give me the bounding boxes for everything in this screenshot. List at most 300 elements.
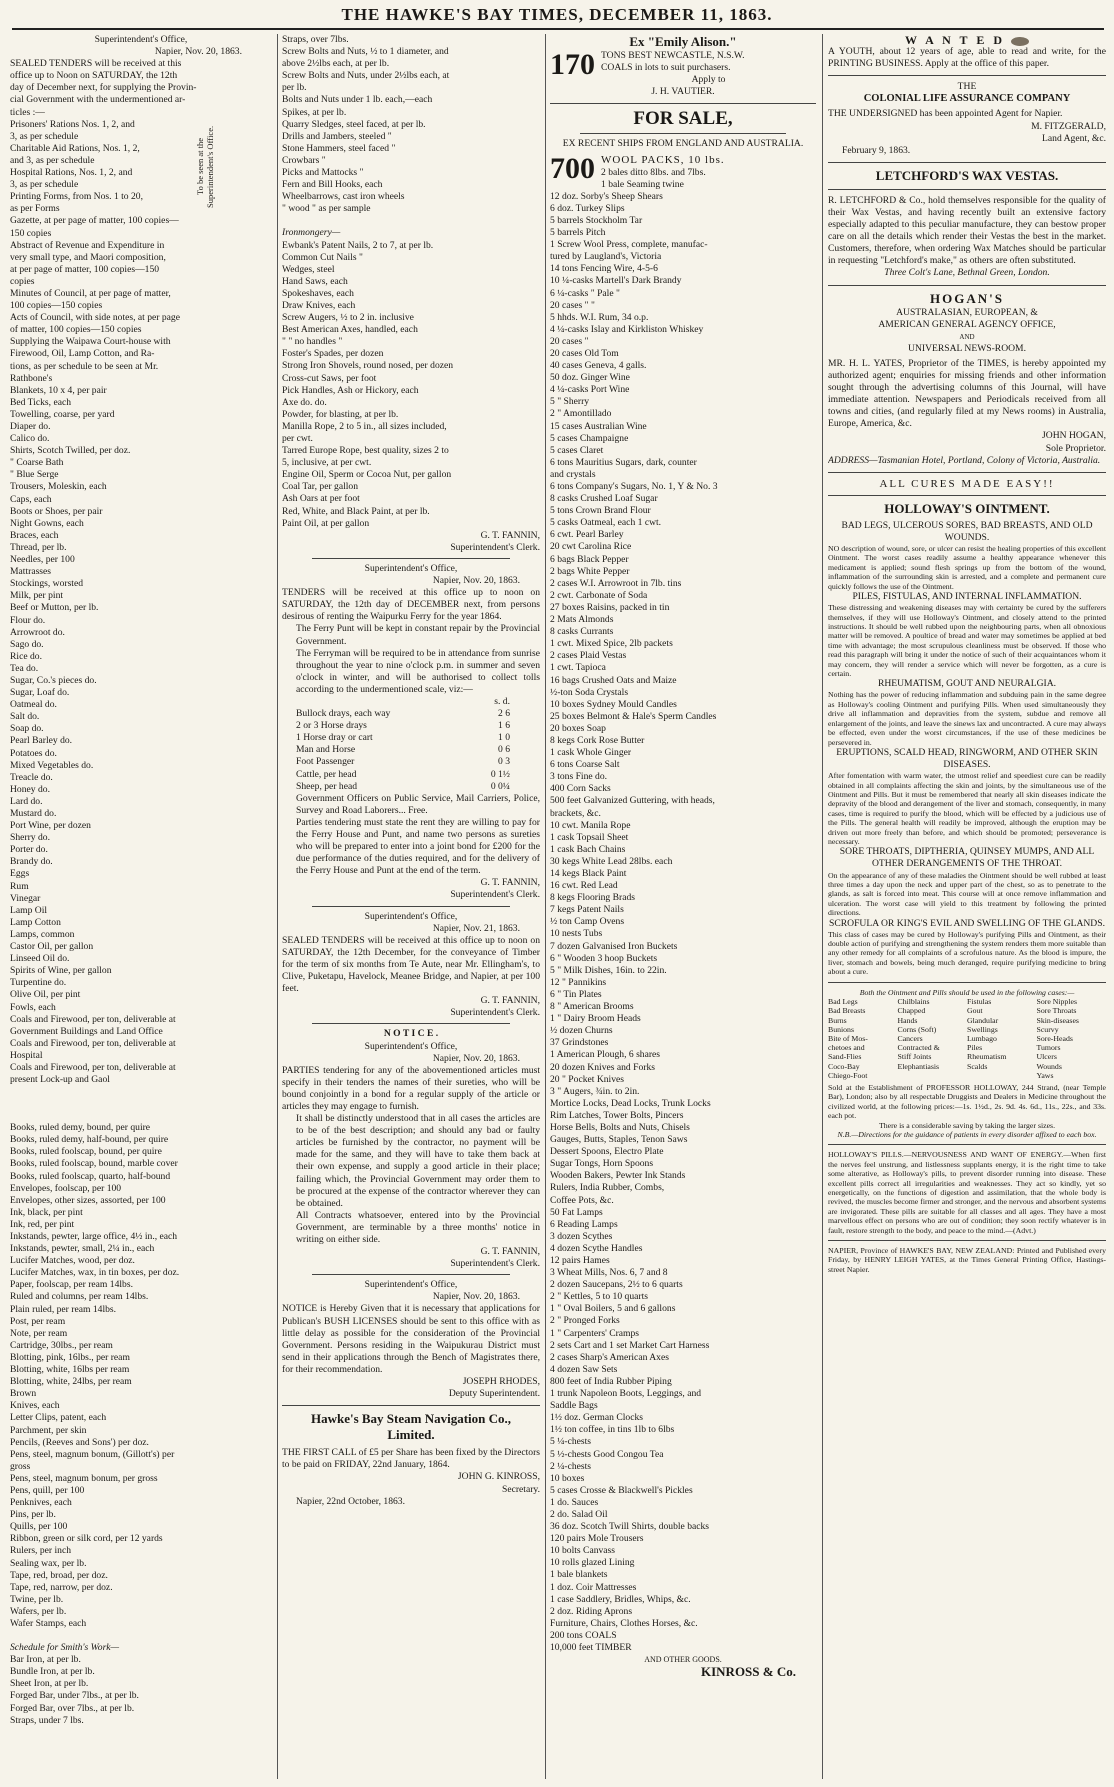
signature: G. T. FANNIN, [480, 877, 540, 889]
goods-item: 5 barrels Stockholm Tar [550, 214, 643, 226]
toll-item: Man and Horse [296, 744, 356, 756]
goods-item: Saddle Bags [550, 1400, 598, 1412]
cures-banner: ALL CURES MADE EASY!! [879, 477, 1055, 490]
goods-item: 16 bags Crushed Oats and Maize [550, 674, 677, 686]
list-item: Towelling, coarse, per yard [10, 408, 115, 420]
goods-item: 20 dozen Knives and Forks [550, 1061, 655, 1073]
list-item: Ruled and columns, per ream 14lbs. [10, 1291, 149, 1303]
ailment-cell: Bad Legs [828, 997, 858, 1007]
goods-item: 800 feet of India Rubber Piping [550, 1375, 672, 1387]
list-item: " Blue Serge [10, 469, 59, 481]
list-item: Milk, per pint [10, 590, 64, 602]
goods-item: Gauges, Butts, Staples, Tenon Saws [550, 1134, 688, 1146]
goods-item: 5 hhds. W.I. Rum, 34 o.p. [550, 311, 649, 323]
goods-item: 2 doz. Riding Aprons [550, 1605, 633, 1617]
divider [312, 906, 510, 907]
goods-item: 25 boxes Belmont & Hale's Sperm Candles [550, 710, 717, 722]
divider [580, 133, 786, 134]
other-goods: AND OTHER GOODS. [644, 1655, 722, 1665]
goods-item: 6 bags Black Pepper [550, 553, 629, 565]
for-sale-heading: FOR SALE, [633, 108, 733, 130]
signature: KINROSS & Co. [701, 1666, 796, 1679]
ailment-cell: Rheumatism [967, 1052, 1007, 1062]
holloway-para: On the appearance of any of these maladies the Ointment should be well rubbed at least three times a day upon the neck and upper part of the chest, so as to penetrate to the glands, as salt is forced into meat. This course will at once remove inflammation and ulceration. The worst case will yield to this treatment by following the printed directions. [828, 870, 1106, 918]
goods-item: 400 Corn Sacks [550, 783, 611, 795]
goods-item: 3 Wheat Mills, Nos. 6, 7 and 8 [550, 1267, 668, 1279]
goods-item: 2 cases Sharp's American Axes [550, 1351, 669, 1363]
ailment-cell: Contracted & [897, 1043, 940, 1053]
goods-item: 16 cwt. Red Lead [550, 880, 618, 892]
goods-item: 27 boxes Raisins, packed in tin [550, 601, 670, 613]
wanted-ad [828, 34, 1106, 70]
list-item: Ash Oars at per foot [282, 493, 360, 505]
list-item: Coals and Firewood, per ton, deliverable at [10, 1013, 176, 1025]
goods-item: 2 bags White Pepper [550, 565, 630, 577]
list-item: Mattrasses [10, 566, 52, 578]
notice-para: All Contracts whatsoever, entered into by the Provincial Government, are terminable by a three months' notice in writing on either side. [296, 1209, 540, 1245]
list-item: Envelopes, other sizes, assorted, per 100 [10, 1194, 166, 1206]
goods-item: 1 doz. Coir Mattresses [550, 1581, 637, 1593]
list-item: Pearl Barley do. [10, 735, 73, 747]
list-item: Ewbank's Patent Nails, 2 to 7, at per lb. [282, 239, 434, 251]
toll-value: 1 6 [498, 720, 510, 732]
column-rule [822, 34, 823, 1779]
ferry-para: Parties tendering must state the rent they are willing to pay for the Ferry House and Punt, and name two persons as sureties who will be prepared to enter into a joint bond for £200 for the due performance of the duties required, and for the delivery of the Ferry House and Punt at the end of the term. [296, 816, 540, 877]
goods-item: 1 American Plough, 6 shares [550, 1049, 661, 1061]
goods-item: 10 cwt. Manila Rope [550, 819, 631, 831]
goods-item: 4 dozen Scythe Handles [550, 1242, 643, 1254]
list-item: Post, per ream [10, 1315, 66, 1327]
column-2 [282, 34, 540, 1779]
list-item: " " no handles " [282, 336, 343, 348]
list-item: Printing Forms, from Nos. 1 to 20, [10, 191, 143, 203]
goods-item: 1 cask Bach Chains [550, 843, 626, 855]
ailment-cell: Sore Throats [1036, 1006, 1077, 1016]
goods-item: Horse Bells, Bolts and Nuts, Chisels [550, 1121, 690, 1133]
list-item: Powder, for blasting, at per lb. [282, 408, 399, 420]
toll-scale [282, 708, 540, 793]
list-item: Mixed Vegetables do. [10, 759, 94, 771]
steam-navigation-notice [282, 1411, 540, 1507]
list-item: Vinegar [10, 892, 41, 904]
ailment-cell: Wounds [1036, 1061, 1062, 1071]
list-item: Brown [10, 1388, 37, 1400]
ironmongery-heading: Ironmongery— [282, 227, 341, 239]
hogan-text: MR. H. L. YATES, Proprietor of the TIMES, is hereby appointed my authorized agent; enquiries for missing friends and other information sought through the advertising columns of this Journal, will have immediate attention. Newspapers and Periodicals received from all towns and cities, (and regularly filed at my News rooms) in Australia, Europe, America, &c. [828, 357, 1106, 430]
steam-heading-2: Limited. [387, 1427, 435, 1443]
emily-alison-ad [550, 34, 816, 98]
vestas-address: Three Colt's Lane, Bethnal Green, London. [884, 267, 1050, 279]
goods-item: 5 " Milk Dishes, 16in. to 22in. [550, 964, 667, 976]
list-item: Draw Knives, each [282, 299, 356, 311]
signature: G. T. FANNIN, [480, 1246, 540, 1258]
goods-item: 1 bale Seaming twine [601, 178, 684, 190]
list-item: of matter, 100 copies—150 copies [10, 324, 142, 336]
signature: JOHN G. KINROSS, [457, 1471, 540, 1483]
goods-item: 4 dozen Saw Sets [550, 1363, 618, 1375]
smith-list [10, 1654, 272, 1727]
toll-value: 0 0¼ [490, 780, 510, 792]
bush-license-notice [282, 1279, 540, 1400]
list-item: very small type, and Maori composition, [10, 251, 166, 263]
divider [828, 75, 1106, 76]
holloway-pills: HOLLOWAY'S PILLS.—NERVOUSNESS AND WANT OF ENERGY.—When first the nerves feel unstrung, and listlessness supplants energy, it is the right time to take some alterative, as Holloway's pills, to prevent disorder running into disease. These excellent pills correct all irregularities and weaknesses. They act so kindly, yet so energetically, on the functions of digestion and assimilation, that the whole body is revived, the muscles become firmer and stronger, and the nervous and absorbent systems are invigorated. These pills are suitable for all classes and all ages. They have a most marvellous effect on persons who are out of condition; they soon rectify whatever is in fault, restore strength to the body, and peace to the mind.—(Advt.) [828, 1150, 1106, 1235]
list-item: Lucifer Matches, wood, per doz. [10, 1255, 135, 1267]
ailment-cell: Sand-Flies [828, 1052, 862, 1062]
list-item: Sherry do. [10, 832, 50, 844]
ad-signature: J. H. VAUTIER. [651, 86, 715, 98]
holloway-nb: N.B.—Directions for the guidance of patients in every disorder affixed to each box. [837, 1129, 1097, 1139]
list-item: 3, as per schedule [10, 179, 79, 191]
ailment-cell: Lumbago [967, 1033, 997, 1043]
goods-item: 1½ ton coffee, in tins 1lb to 6lbs [550, 1424, 675, 1436]
toll-value: 1 0 [498, 732, 510, 744]
signature-title: Secretary. [502, 1483, 540, 1495]
ailment-cell: Chiego-Foot [828, 1070, 868, 1080]
holloway-subhead: SCROFULA OR KING'S EVIL AND SWELLING OF THE GLANDS. [829, 917, 1105, 929]
list-item: Braces, each [10, 529, 59, 541]
list-item: Lamp Oil [10, 904, 48, 916]
list-item: Books, ruled foolscap, bound, marble cover [10, 1158, 178, 1170]
goods-item: 2 ¼-chests [550, 1460, 592, 1472]
date-line: February 9, 1863. [842, 144, 911, 156]
goods-item: 20 " Pocket Knives [550, 1073, 624, 1085]
hogan-sub: UNIVERSAL NEWS-ROOM. [908, 342, 1026, 354]
list-item: Blotting, pink, 16lbs., per ream [10, 1351, 130, 1363]
list-item: Diaper do. [10, 421, 51, 432]
list-item: at per page of matter, 100 copies—150 [10, 263, 160, 275]
goods-item: 6 tons Company's Sugars, No. 1, Y & No. 3 [550, 481, 718, 492]
list-item: Hand Saws, each [282, 275, 348, 287]
toll-row [282, 781, 540, 793]
list-item: Best American Axes, handled, each [282, 324, 418, 336]
list-item: Night Gowns, each [10, 517, 84, 529]
list-item: 3, as per schedule [10, 130, 79, 142]
goods-item: 3 tons Fine do. [550, 771, 608, 783]
list-item: Fowls, each [10, 1001, 56, 1013]
goods-item: 6 " Wooden 3 hoop Buckets [550, 952, 658, 964]
stationery-list [10, 1122, 272, 1630]
goods-item: 3 " Augers, ¾in. to 2in. [550, 1085, 640, 1097]
goods-item: ½ ton Camp Ovens [550, 916, 625, 928]
office-line: Superintendent's Office, [364, 1040, 458, 1052]
ailment-cell: Scurvy [1036, 1024, 1059, 1034]
list-item: per cwt. [282, 433, 313, 444]
list-item: Oatmeal do. [10, 699, 57, 711]
goods-line: WOOL PACKS, 10 lbs. [601, 154, 725, 167]
toll-row [282, 756, 540, 768]
goods-item: 50 Fat Lamps [550, 1206, 603, 1218]
goods-item: 2 " Amontillado [550, 408, 612, 420]
list-item: Envelopes, foolscap, per 100 [10, 1182, 122, 1194]
vestas-heading: LETCHFORD'S WAX VESTAS. [875, 167, 1059, 183]
ad-line: COALS in lots to suit purchasers. [601, 62, 731, 74]
goods-item: 10 boxes Sydney Mould Candles [550, 698, 677, 710]
list-item: Blotting, white, 24lbs, per ream [10, 1376, 132, 1388]
cases-heading: Both the Ointment and Pills should be used in the following cases:— [859, 987, 1075, 997]
list-item: Spikes, at per lb. [282, 106, 347, 118]
goods-item: 10 nests Tubs [550, 928, 603, 940]
goods-item: 8 " American Brooms [550, 1001, 634, 1013]
goods-item: Mortice Locks, Dead Locks, Trunk Locks [550, 1097, 711, 1109]
toll-row [282, 769, 540, 781]
list-item: Tarred Europe Rope, best quality, sizes 2 to [282, 445, 449, 457]
list-item: Calico do. [10, 433, 50, 445]
list-item: Cartridge, 30lbs., per ream [10, 1339, 113, 1351]
toll-item: Cattle, per head [296, 768, 357, 780]
goods-item: 5 barrels Pitch [550, 227, 606, 239]
list-item: per lb. [282, 82, 307, 94]
goods-item: 1 do. Sauces [550, 1496, 599, 1508]
ad-line: TONS BEST NEWCASTLE, N.S.W. [601, 50, 745, 61]
goods-item: 1 bale blankets [550, 1569, 608, 1581]
ailment-cell: chetoes and [828, 1043, 865, 1053]
list-item: Pick Handles, Ash or Hickory, each [282, 384, 419, 396]
list-item: Arrowroot do. [10, 626, 65, 638]
list-item: Hospital Rations, Nos. 1, 2, and [10, 167, 133, 179]
goods-item: Wooden Bakers, Pewter Ink Stands [550, 1170, 686, 1182]
ailment-cell: Sore-Heads [1036, 1033, 1073, 1043]
divider [828, 162, 1106, 163]
goods-item: 2 dozen Saucepans, 2½ to 6 quarts [550, 1279, 683, 1291]
toll-row [282, 744, 540, 756]
list-item: Lamps, common [10, 928, 75, 940]
holloway-para: These distressing and weakening diseases may with certainty be cured by the sufferers themselves, if they will use Holloway's Ointment, and closely attend to the printed instructions. It should be well rubbed upon the neighbouring parts, when all obnoxious matter will be removed. A poultice of bread and water may sometimes be applied at bed time with advantage; the most scrupulous cleanliness must be observed. If those who read this paragraph will bring it under the notice of such of their acquaintances whom it may concern, they will render a service which will never be forgotten, as a cure is certain. [828, 603, 1106, 678]
smith-list-continued [282, 34, 540, 215]
toll-item: Sheep, per head [296, 780, 358, 792]
goods-item: 6 Reading Lamps [550, 1218, 618, 1230]
list-item: Blankets, 10 x 4, per pair [10, 384, 107, 396]
signature-title: Superintendent's Clerk. [450, 541, 540, 553]
list-item: Abstract of Revenue and Expenditure in [10, 239, 165, 251]
list-item: Rulers, per inch [10, 1545, 72, 1557]
date-line: Napier, Nov. 20, 1863. [432, 575, 520, 587]
goods-item: 40 cases Geneva, 4 galls. [550, 360, 647, 372]
list-item: Sheet Iron, at per lb. [10, 1678, 89, 1690]
goods-item: 1 case Saddlery, Bridles, Whips, &c. [550, 1593, 691, 1605]
goods-item: 1 cask Topsail Sheet [550, 831, 629, 843]
ailment-cell: Gout [967, 1006, 983, 1016]
divider [828, 1144, 1106, 1145]
list-item: Books, ruled foolscap, quarto, half-bound [10, 1170, 171, 1182]
ferry-para: The Ferry Punt will be kept in constant repair by the Provincial Government. [296, 623, 540, 647]
list-item: Strong Iron Shovels, round nosed, per dozen [282, 360, 454, 372]
toll-row [282, 720, 540, 732]
list-item: Mustard do. [10, 808, 57, 819]
signature-title: Superintendent's Clerk. [450, 1258, 540, 1270]
hogan-heading: HOGAN'S [930, 290, 1004, 306]
date-line: Napier, Nov. 20, 1863. [432, 1291, 520, 1303]
list-item: " Coarse Bath [10, 457, 64, 469]
goods-item: 1 Screw Wool Press, complete, manufac- [550, 239, 708, 251]
column-1 [10, 34, 272, 1779]
list-item: Beef or Mutton, per lb. [10, 602, 99, 614]
ailment-cell: Hands [897, 1015, 918, 1025]
ad-line: Apply to [691, 74, 726, 86]
signature-title: Superintendent's Clerk. [450, 889, 540, 901]
toll-item: Bullock drays, each way [296, 708, 391, 720]
list-item: tions, as per schedule to be seen at Mr. [10, 360, 159, 372]
ailment-cell: Glandular [967, 1015, 999, 1025]
holloway-heading: HOLLOWAY'S OINTMENT. [884, 500, 1050, 516]
list-item: Bundle Iron, at per lb. [10, 1666, 95, 1678]
list-item: Screw Bolts and Nuts, under 2½lbs each, at [282, 70, 450, 82]
list-item: Wedges, steel [282, 263, 335, 275]
bush-text: NOTICE is Hereby Given that it is necessary that applications for Publican's BUSH LICENSES should be sent to this office with as little delay as possible for the consideration of the Provincial Government. Persons residing in the Waipukurau District must send in their applications through the Bench of Magistrates there, for their recommendation. [282, 1303, 540, 1375]
seal-note: To be seen at the Superintendent's Office. [195, 125, 215, 209]
steam-heading: Hawke's Bay Steam Navigation Co., [310, 1411, 512, 1427]
divider [550, 103, 816, 104]
toll-row [282, 732, 540, 744]
masthead: THE HAWKE'S BAY TIMES, DECEMBER 11, 1863. [341, 5, 773, 24]
goods-item: 5 ½-chests Good Congou Tea [550, 1448, 664, 1460]
toll-value: 0 6 [498, 744, 510, 756]
list-item: Ink, red, per pint [10, 1218, 75, 1230]
ailment-cell: Chilblains [897, 997, 930, 1007]
office-line: Superintendent's Office, [364, 562, 458, 574]
ailment-cell: Fistulas [967, 997, 992, 1007]
goods-item: 1 cwt. Mixed Spice, 2lb packets [550, 638, 673, 650]
list-item: Shirts, Scotch Twilled, per doz. [10, 445, 131, 457]
goods-item: 5 cases Champaigne [550, 432, 629, 444]
goods-item: 6 tons Mauritius Sugars, dark, counter [550, 456, 697, 468]
tender-intro [10, 58, 272, 118]
goods-item: 6 doz. Turkey Slips [550, 202, 625, 214]
list-item: Acts of Council, with side notes, at per page [10, 312, 180, 324]
goods-list [550, 167, 816, 1655]
ailment-cell: Scalds [967, 1061, 988, 1071]
list-item: Thread, per lb. [10, 541, 67, 553]
list-item: Sugar, Loaf do. [10, 687, 70, 699]
signature: JOSEPH RHODES, [462, 1376, 540, 1388]
list-item: Quills, per 100 [10, 1521, 68, 1533]
list-item: Stockings, worsted [10, 578, 84, 590]
list-item: Screw Bolts and Nuts, ½ to 1 diameter, and [282, 46, 449, 58]
goods-item: and crystals [550, 468, 596, 480]
ailment-cell: Corns (Soft) [897, 1024, 937, 1034]
signature-title: Deputy Superintendent. [448, 1388, 540, 1400]
goods-item: 5 cases Crosse & Blackwell's Pickles [550, 1484, 693, 1496]
list-item: Porter do. [10, 844, 48, 856]
signature: G. T. FANNIN, [480, 995, 540, 1007]
goods-item: 12 pairs Hames [550, 1255, 610, 1266]
list-item: Coals and Firewood, per ton, deliverable at [10, 1061, 176, 1073]
goods-item: Furniture, Chairs, Clothes Horses, &c. [550, 1617, 698, 1629]
divider [828, 285, 1106, 286]
steam-text: THE FIRST CALL of £5 per Share has been fixed by the Directors to be paid on FRIDAY, 22nd January, 1864. [282, 1447, 540, 1471]
list-item: Letter Clips, patent, each [10, 1412, 107, 1424]
list-item: Red, White, and Black Paint, at per lb. [282, 505, 430, 517]
holloway-sold: Sold at the Establishment of PROFESSOR HOLLOWAY, 244 Strand, (near Temple Bar), London; also by all respectable Druggists and Dealers in Medicine throughout the civilized world, at the following prices:—1s. 1½d., 2s. 9d. 4s. 6d., 11s., 22s., and 33s. each pot. [828, 1082, 1106, 1121]
goods-item: 1½ doz. German Clocks [550, 1412, 643, 1424]
hogan-sub: AMERICAN GENERAL AGENCY OFFICE, [878, 318, 1056, 330]
signature: JOHN HOGAN, [1042, 430, 1106, 442]
column-rule [545, 34, 546, 1779]
goods-item: 8 kegs Cork Rose Butter [550, 734, 645, 746]
ailments-table [828, 997, 1106, 1080]
list-item: Trousers, Moleskin, each [10, 481, 107, 493]
holloway-para: Nothing has the power of reducing inflammation and subduing pain in the same degree as Holloway's cooling Ointment and purifying Pills. When used simultaneously they drive all inflammation and depravities from the system, subdue and remove all enlargement of the joints, and leave the sinews lax and uncontracted. A cure may always be effected, even under the worst circumstances, if the use of these medicines be persevered in. [828, 690, 1106, 747]
list-item: " wood " as per sample [282, 203, 371, 215]
list-item: Forged Bar, over 7lbs., at per lb. [10, 1702, 135, 1714]
list-item: Pins, per lb. [10, 1509, 56, 1521]
list-item: as per Forms [10, 203, 60, 215]
list-item: gross [10, 1460, 31, 1472]
notice-para: PARTIES tendering for any of the abovementioned articles must specify in their tenders the names of their sureties, who will be bound conjointly in a bond for a regular supply of the article or articles they may engage to furnish. [282, 1064, 540, 1112]
ailment-cell: Stiff Joints [897, 1052, 932, 1062]
list-item: Tape, red, narrow, per doz. [10, 1581, 113, 1593]
ferry-para: The Ferryman will be required to be in attendance from sunrise throughout the year to nine o'clock p.m. in summer and seven o'clock in winter, and will be authorised to collect tolls according to the undermentioned scale, viz:— [296, 647, 540, 695]
list-item: Firewood, Oil, Lamp Cotton, and Ra- [10, 348, 155, 360]
list-item: copies [10, 275, 35, 287]
goods-item: 10 rolls glazed Lining [550, 1557, 635, 1569]
holloway-subhead: BAD LEGS, ULCEROUS SORES, BAD BREASTS, AND OLD WOUNDS. [841, 519, 1093, 543]
list-item: Brandy do. [10, 856, 53, 868]
list-item: Paper, foolscap, per ream 14lbs. [10, 1279, 133, 1291]
colonial-heading: COLONIAL LIFE ASSURANCE COMPANY [863, 93, 1071, 105]
list-item: Inkstands, pewter, small, 2¼ in., each [10, 1243, 155, 1255]
list-item: Manilla Rope, 2 to 5 in., all sizes included, [282, 420, 447, 432]
goods-item: Rim Latches, Tower Bolts, Pincers [550, 1109, 684, 1121]
list-item: Ink, black, per pint [10, 1206, 83, 1218]
tender-notice [282, 1028, 540, 1270]
list-item: Charitable Aid Rations, Nos. 1, 2, [10, 142, 140, 154]
notice-heading: N O T I C E . [383, 1028, 439, 1040]
goods-item: 10 bolts Canvass [550, 1545, 616, 1557]
ad-heading: Ex "Emily Alison." [629, 34, 737, 49]
ailment-cell: Skin-diseases [1036, 1015, 1079, 1025]
intro-line: office up to Noon on SATURDAY, the 12th [10, 70, 178, 82]
list-item: Olive Oil, per pint [10, 989, 81, 1001]
ailment-cell: Tumors [1036, 1043, 1061, 1053]
list-item: Books, ruled foolscap, bound, per quire [10, 1146, 162, 1158]
divider [828, 189, 1106, 190]
ships-subheading: EX RECENT SHIPS FROM ENGLAND AND AUSTRALIA. [562, 138, 804, 150]
list-item: Parchment, per skin [10, 1424, 87, 1436]
list-item: Quarry Sledges, steel faced, at per lb. [282, 118, 426, 130]
intro-line: SEALED TENDERS will be received at this [10, 58, 182, 70]
vestas-text: R. LETCHFORD & Co., hold themselves responsible for the quality of their Wax Vestas, and having recently built an extensive factory especially adapted to this peculiar manufacture, they can bestow proper care on all the details which render their Vestas the best in the market. Customers, therefore, when ordering Wax Matches should be particular in requesting "Letchford's make," as others are often substituted. [828, 194, 1106, 267]
divider [282, 1405, 540, 1406]
ironmongery-list [282, 240, 540, 530]
goods-item: 20 cases " [550, 335, 589, 347]
goods-item: 10 ¼-casks Martell's Dark Brandy [550, 275, 682, 287]
list-item: Government Buildings and Land Office [10, 1025, 163, 1037]
list-item: Coals and Firewood, per ton, deliverable at [10, 1037, 176, 1049]
list-item: Soap do. [10, 723, 44, 735]
signature: G. T. FANNIN, [480, 529, 540, 541]
supply-list [10, 119, 272, 1087]
list-item: Cross-cut Saws, per foot [282, 372, 377, 384]
goods-item: 1 cask Whole Ginger [550, 747, 632, 759]
intro-line: cial Government with the undermentioned ar- [10, 94, 186, 106]
goods-item: 10,000 feet TIMBER [550, 1642, 632, 1653]
masthead-rule [12, 28, 1104, 30]
colonial-text: THE UNDERSIGNED has been appointed Agent for Napier. [828, 108, 1063, 120]
imprint: NAPIER, Province of HAWKE'S BAY, NEW ZEALAND: Printed and Published every Friday, by HENRY LEIGH YATES, at the Times General Printing Office, Hastings-street Napier. [828, 1246, 1106, 1274]
list-item: Wheelbarrows, cast iron wheels [282, 191, 405, 203]
list-item: Lamp Cotton [10, 916, 61, 928]
date-line: Napier, Nov. 20, 1863. [154, 46, 242, 58]
list-item: Minutes of Council, at per page of matter, [10, 287, 171, 299]
ailment-cell: Yaws [1036, 1070, 1054, 1080]
goods-item: 2 do. Salad Oil [550, 1508, 608, 1520]
holloway-subhead: ERUPTIONS, SCALD HEAD, RINGWORM, AND OTHER SKIN DISEASES. [836, 746, 1098, 770]
goods-item: 2 bales ditto 8lbs. and 7lbs. [601, 166, 706, 178]
signature-title: Superintendent's Clerk. [450, 1007, 540, 1019]
holloway-para: After fomentation with warm water, the utmost relief and speediest cure can be readily obtained in all complaints affecting the skin and joints, by the simultaneous use of the Ointment and Pills. But it must be remembered that nearly all skin diseases indicate the depravity of the blood and derangement of the liver and stomach, consequently, in many cases, time is required to purify the blood, which will be effected by a judicious use of the Pills. The general health will readily be improved, although the eruption may be driven out more freely than before, and which should be promoted; perseverance is necessary. [828, 771, 1106, 846]
goods-item: 20 cases " " [550, 299, 595, 311]
